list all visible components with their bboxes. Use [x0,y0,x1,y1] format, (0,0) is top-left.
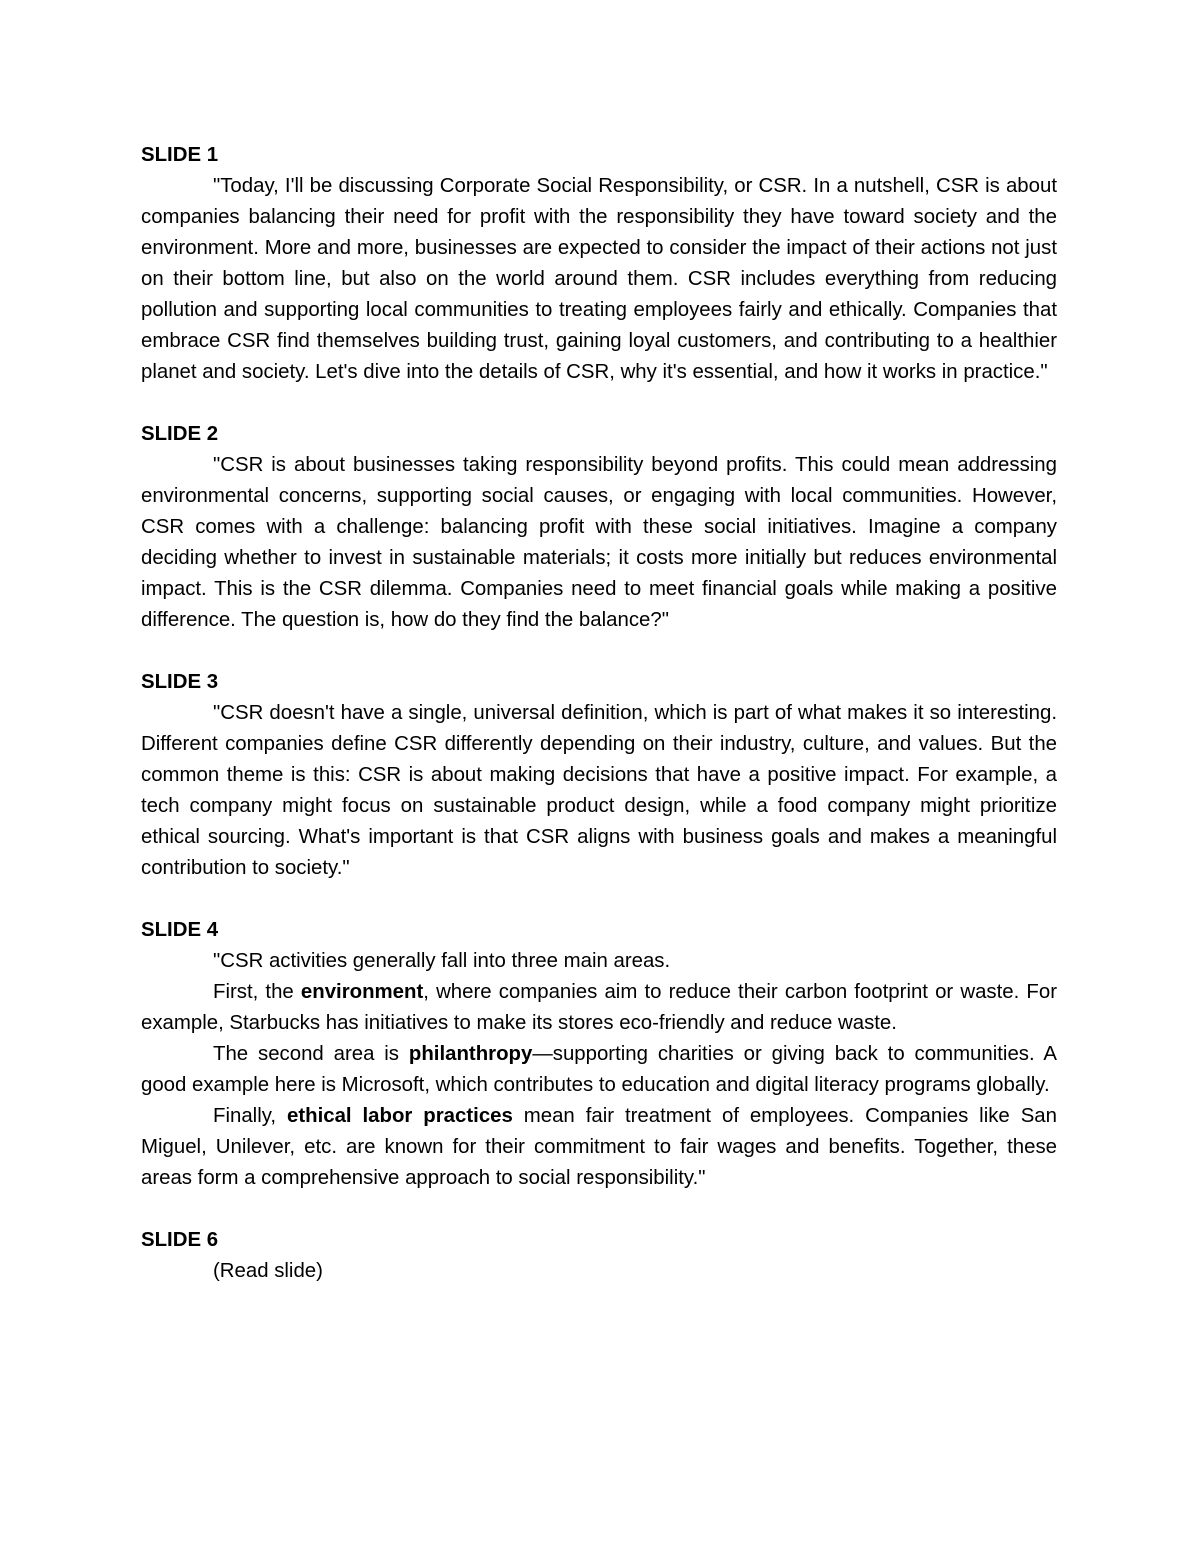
area-body-text: , where companies aim to reduce their carbon footprint or waste. For example, Starbucks has initiatives to make its stores eco-friendly and reduce waste. [141,981,1057,1034]
slide-3-script: "CSR doesn't have a single, universal definition, which is part of what makes it so interesting. Different companies define CSR differently depending on their industry, culture, and values. But the common theme is this: CSR is about making decisions that have a positive impact. For example, a tech company might focus on sustainable product design, while a food company might prioritize ethical sourcing. What's important is that CSR aligns with business goals and makes a meaningful contribution to society." [141,702,1057,879]
slide-3-heading: SLIDE 3 [141,671,219,693]
slide-2-heading: SLIDE 2 [141,423,219,445]
area-body-text: —supporting charities or giving back to communities. A good example here is Microsoft, which contributes to education and digital literacy programs globally. [141,1043,1057,1096]
slide-4-heading: SLIDE 4 [141,919,219,941]
area-keyword: environment [300,981,424,1003]
area-body-text: mean fair treatment of employees. Companies like San Miguel, Unilever, etc. are known for their commitment to fair wages and benefits. Together, these areas form a comprehensive approach to social responsibility." [141,1105,1057,1189]
area-lead-text: First, the [213,981,301,1003]
area-keyword: philanthropy [408,1043,533,1065]
slide-6-section [141,1225,1057,1287]
area-lead-text: Finally, [213,1105,287,1127]
slide-4-area-environment [141,977,1057,1039]
slide-4-area-philanthropy [141,1039,1057,1101]
slide-2-script: "CSR is about businesses taking responsibility beyond profits. This could mean addressing environmental concerns, supporting social causes, or engaging with local communities. However, CSR comes with a challenge: balancing profit with these social initiatives. Imagine a company deciding whether to invest in sustainable materials; it costs more initially but reduces environmental impact. This is the CSR dilemma. Companies need to meet financial goals while making a positive difference. The question is, how do they find the balance?" [141,454,1057,631]
slide-6-script: (Read slide) [213,1260,323,1282]
document-body [141,140,1057,1318]
slide-1-script: "Today, I'll be discussing Corporate Social Responsibility, or CSR. In a nutshell, CSR is about companies balancing their need for profit with the responsibility they have toward society and the environment. More and more, businesses are expected to consider the impact of their actions not just on their bottom line, but also on the world around them. CSR includes everything from reducing pollution and supporting local communities to treating employees fairly and ethically. Companies that embrace CSR find themselves building trust, gaining loyal customers, and contributing to a healthier planet and society. Let's dive into the details of CSR, why it's essential, and how it works in practice." [141,175,1057,383]
slide-4-section [141,915,1057,1194]
slide-1-heading: SLIDE 1 [141,144,219,166]
area-keyword: ethical labor practices [287,1105,513,1127]
slide-4-intro: "CSR activities generally fall into three main areas. [213,950,671,972]
area-lead-text: The second area is [213,1043,409,1065]
slide-1-section [141,140,1057,388]
slide-4-area-labor [141,1101,1057,1194]
slide-3-section [141,667,1057,884]
slide-6-heading: SLIDE 6 [141,1229,219,1251]
slide-2-section [141,419,1057,636]
